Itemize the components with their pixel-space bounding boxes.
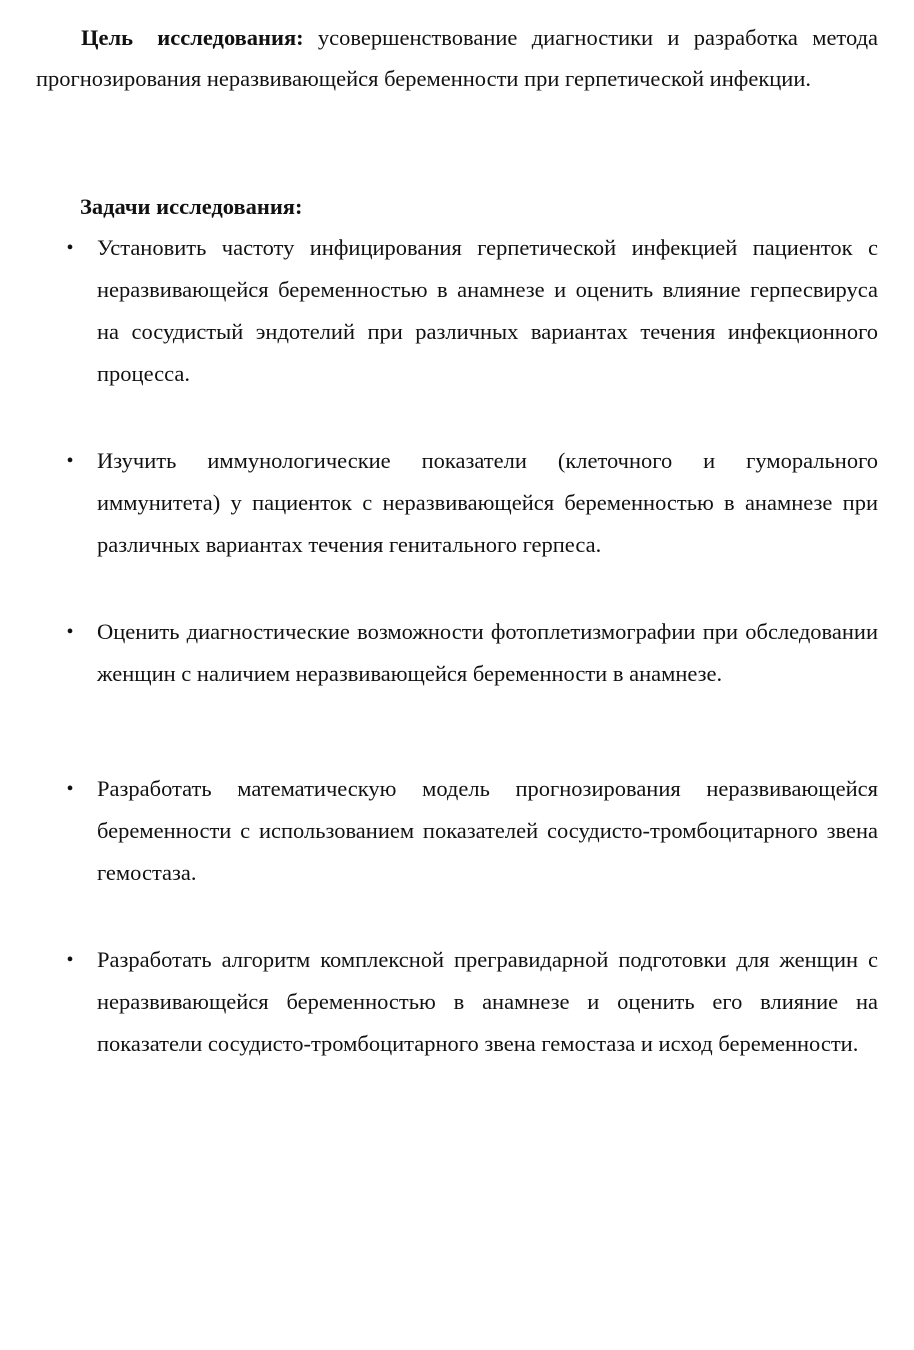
task-item-1	[66, 227, 878, 395]
task-text-1: Установить частоту инфицирования герпетической инфекцией пациенток с неразвивающейся беременностью в анамнезе и оценить влияние герпесвируса на сосудистый эндотелий при различных вариантах течения инфекционного процесса.	[97, 235, 878, 386]
task-item-4	[66, 768, 878, 894]
tasks-heading: Задачи исследования:	[80, 194, 303, 219]
task-text-5: Разработать алгоритм комплексной прегравидарной подготовки для женщин с неразвивающейся беременностью в анамнезе и оценить его влияние на показатели сосудисто-тромбоцитарного звена гемостаза и исход беременности.	[97, 947, 878, 1056]
task-text-3: Оценить диагностические возможности фотоплетизмографии при обследовании женщин с наличием неразвивающейся беременности в анамнезе.	[97, 619, 878, 686]
bullet-icon: •	[66, 949, 74, 971]
goal-label: Цель исследования:	[81, 25, 304, 50]
bullet-icon: •	[66, 778, 74, 800]
bullet-icon: •	[66, 450, 74, 472]
goal-text: усовершенствование диагностики и разработка метода прогнозирования неразвивающейся беременности при герпетической инфекции.	[36, 25, 878, 91]
bullet-icon: •	[66, 237, 74, 259]
task-item-5	[66, 939, 878, 1065]
task-text-2: Изучить иммунологические показатели (клеточного и гуморального иммунитета) у пациенток с неразвивающейся беременностью в анамнезе при различных вариантах течения генитального герпеса.	[97, 448, 878, 557]
task-text-4: Разработать математическую модель прогнозирования неразвивающейся беременности с использованием показателей сосудисто-тромбоцитарного звена гемостаза.	[97, 776, 878, 885]
task-item-2	[66, 440, 878, 566]
bullet-icon: •	[66, 621, 74, 643]
goal-paragraph	[36, 17, 878, 99]
task-item-3	[66, 611, 878, 695]
